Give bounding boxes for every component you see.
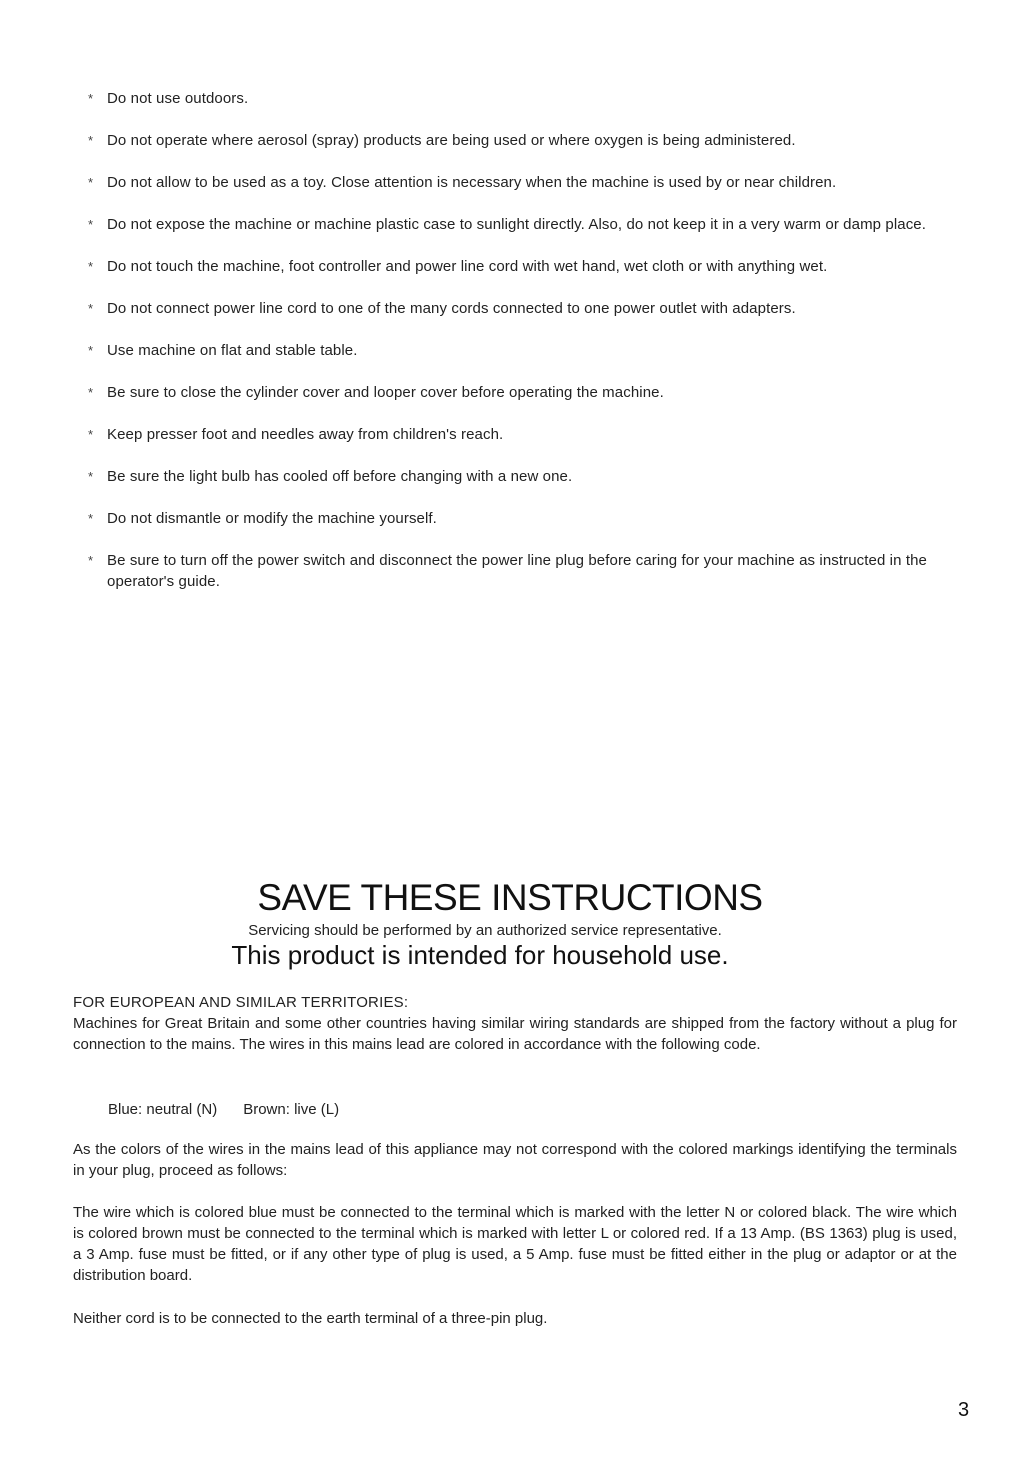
household-use-note: This product is intended for household use. xyxy=(231,940,729,970)
asterisk-icon: * xyxy=(88,427,94,442)
asterisk-icon: * xyxy=(88,511,94,526)
safety-item-text: Be sure to turn off the power switch and disconnect the power line plug before caring for your machine as instructed in the operator's guide. xyxy=(107,552,927,590)
brown-wire-code: Brown: live (L) xyxy=(243,1101,340,1118)
colors-paragraph: As the colors of the wires in the mains lead of this appliance may not correspond with the colored markings identifying the terminals in your plug, proceed as follows: xyxy=(73,1141,957,1179)
asterisk-icon: * xyxy=(88,385,94,400)
safety-item-text: Use machine on flat and stable table. xyxy=(107,342,358,359)
asterisk-icon: * xyxy=(88,343,94,358)
wire-color-code xyxy=(108,1099,339,1120)
asterisk-icon: * xyxy=(88,217,94,232)
safety-item xyxy=(88,550,958,592)
asterisk-icon: * xyxy=(88,259,94,274)
asterisk-icon: * xyxy=(88,175,94,190)
safety-item-text: Do not allow to be used as a toy. Close attention is necessary when the machine is used by or near children. xyxy=(107,174,837,191)
asterisk-icon: * xyxy=(88,553,94,568)
wiring-paragraph: The wire which is colored blue must be connected to the terminal which is marked with the letter N or colored black. The wire which is colored brown must be connected to the terminal which is marked with letter L or colored red. If a 13 Amp. (BS 1363) plug is used, a 3 Amp. fuse must be fitted, or if any other type of plug is used, a 5 Amp. fuse must be fitted either in the plug or adaptor or at the distribution board. xyxy=(73,1204,957,1284)
safety-item xyxy=(88,214,958,235)
save-instructions-heading: SAVE THESE INSTRUCTIONS xyxy=(257,877,763,918)
safety-item xyxy=(88,88,958,109)
safety-item-text: Be sure to close the cylinder cover and looper cover before operating the machine. xyxy=(107,384,664,401)
safety-list xyxy=(88,88,958,613)
safety-item-text: Do not use outdoors. xyxy=(107,90,249,107)
servicing-note: Servicing should be performed by an authorized service representative. xyxy=(248,922,722,939)
safety-item-text: Do not dismantle or modify the machine yourself. xyxy=(107,510,437,527)
asterisk-icon: * xyxy=(88,91,94,106)
safety-item xyxy=(88,424,958,445)
safety-item xyxy=(88,298,958,319)
safety-item-text: Do not touch the machine, foot controller and power line cord with wet hand, wet cloth or with anything wet. xyxy=(107,258,828,275)
safety-item-text: Do not expose the machine or machine plastic case to sunlight directly. Also, do not keep it in a very warm or damp place. xyxy=(107,216,926,233)
safety-item-text: Do not connect power line cord to one of the many cords connected to one power outlet with adapters. xyxy=(107,300,796,317)
safety-item xyxy=(88,508,958,529)
asterisk-icon: * xyxy=(88,469,94,484)
safety-item xyxy=(88,256,958,277)
earth-paragraph: Neither cord is to be connected to the earth terminal of a three-pin plug. xyxy=(73,1310,548,1327)
blue-wire-code: Blue: neutral (N) xyxy=(108,1101,218,1118)
safety-item xyxy=(88,382,958,403)
safety-item xyxy=(88,340,958,361)
safety-item-text: Keep presser foot and needles away from children's reach. xyxy=(107,426,504,443)
european-section xyxy=(73,992,957,1055)
safety-item xyxy=(88,130,958,151)
european-heading: FOR EUROPEAN AND SIMILAR TERRITORIES: xyxy=(73,994,409,1011)
safety-item-text: Be sure the light bulb has cooled off before changing with a new one. xyxy=(107,468,573,485)
european-intro: Machines for Great Britain and some other countries having similar wiring standards are shipped from the factory without a plug for connection to the mains. The wires in this mains lead are colored in accordance with the following code. xyxy=(73,1015,957,1053)
page-number: 3 xyxy=(958,1399,970,1421)
asterisk-icon: * xyxy=(88,133,94,148)
asterisk-icon: * xyxy=(88,301,94,316)
safety-item-text: Do not operate where aerosol (spray) products are being used or where oxygen is being administered. xyxy=(107,132,796,149)
safety-item xyxy=(88,172,958,193)
safety-item xyxy=(88,466,958,487)
